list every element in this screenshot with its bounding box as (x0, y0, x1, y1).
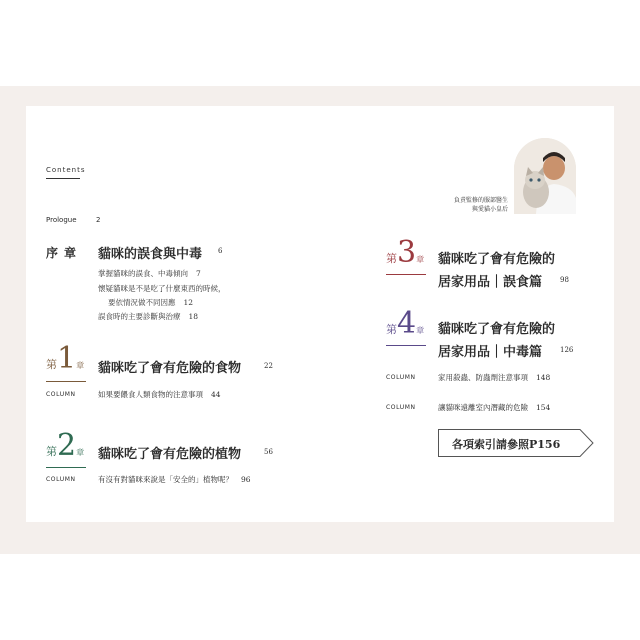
prologue-page: 2 (96, 216, 101, 224)
chapter-prefix: 第 (46, 358, 57, 371)
chapter-3-underline (386, 274, 426, 275)
preface-title: 貓咪的誤食與中毒 (98, 247, 203, 262)
column-label: COLUMN (386, 374, 416, 381)
chapter-1-title: 貓咪吃了會有危險的食物 (98, 361, 242, 376)
column-label: COLUMN (386, 404, 416, 411)
chapter-4-underline (386, 345, 426, 346)
chapter-prefix: 第 (386, 323, 397, 336)
chapter-3-page: 98 (560, 276, 569, 284)
doctor-caption-line: 負責監修的服部醫生 (454, 197, 509, 204)
preface-item (108, 297, 193, 308)
column-page: 44 (211, 390, 221, 399)
column-text: 如果要餵食人類食物的注意事項 (98, 390, 203, 399)
chapter-suffix: 章 (76, 448, 85, 457)
doctor-with-cat-photo (514, 138, 576, 214)
chapter-number: 3 (397, 235, 417, 270)
preface-item-page: 7 (196, 269, 201, 278)
preface-item-page: 18 (188, 312, 199, 321)
chapter-suffix: 章 (416, 326, 425, 335)
chapter-1-underline (46, 381, 86, 382)
preface-item (98, 311, 198, 322)
chapter-1-marker (46, 341, 85, 376)
chapter-1-page: 22 (264, 362, 273, 370)
contents-heading: Contents (46, 166, 86, 174)
column-text: 讓貓咪遠離室內潛藏的危險 (438, 403, 528, 412)
chapter-number: 2 (57, 428, 77, 463)
column-entry (438, 402, 550, 413)
chapter-3-marker (386, 235, 425, 270)
column-label: COLUMN (46, 476, 76, 483)
doctor-caption-line: 與愛貓小皇后 (472, 206, 509, 213)
prologue-label: Prologue (46, 216, 77, 224)
preface-item (98, 283, 226, 294)
chapter-4-page: 126 (560, 346, 574, 354)
contents-underline (46, 178, 80, 179)
preface-item (98, 268, 201, 279)
chapter-4-title-line1: 貓咪吃了會有危險的 (438, 322, 556, 337)
preface-item-text: 懷疑貓咪是不是吃了什麼東西的時候， (98, 284, 226, 293)
column-page: 154 (536, 403, 551, 412)
chapter-3-title-line2: 居家用品｜誤食篇 (438, 275, 543, 290)
chapter-prefix: 第 (46, 445, 57, 458)
chapter-number: 1 (57, 341, 77, 376)
preface-item-page: 12 (183, 298, 194, 307)
column-page: 96 (241, 475, 251, 484)
chapter-2-page: 56 (264, 448, 273, 456)
column-entry (98, 389, 221, 400)
preface-item-text: 要依情況做不同因應 (108, 298, 176, 307)
chapter-4-title-line2: 居家用品｜中毒篇 (438, 345, 543, 360)
column-entry (98, 474, 251, 485)
chapter-3-title-line1: 貓咪吃了會有危險的 (438, 252, 556, 267)
preface-label: 序章 (46, 246, 83, 260)
chapter-2-title: 貓咪吃了會有危險的植物 (98, 447, 242, 462)
preface-item-text: 誤食時的主要診斷與治療 (98, 312, 181, 321)
column-text: 家用殺蟲、防蟲劑注意事項 (438, 373, 528, 382)
chapter-2-marker (46, 428, 85, 463)
preface-page: 6 (218, 247, 223, 255)
table-of-contents-spread (26, 106, 614, 522)
index-reference-text: 各項索引請參照P156 (452, 438, 561, 451)
chapter-suffix: 章 (416, 255, 425, 264)
column-text: 有沒有對貓咪來說是「安全的」植物呢？ (98, 475, 233, 484)
chapter-2-underline (46, 467, 86, 468)
column-page: 148 (536, 373, 551, 382)
chapter-suffix: 章 (76, 361, 85, 370)
chapter-prefix: 第 (386, 252, 397, 265)
column-label: COLUMN (46, 391, 76, 398)
column-entry (438, 372, 550, 383)
preface-item-text: 掌握貓咪的誤食、中毒傾向 (98, 269, 188, 278)
chapter-4-marker (386, 306, 425, 341)
chapter-number: 4 (397, 306, 417, 341)
index-reference-box (438, 429, 594, 457)
doctor-caption (454, 196, 508, 214)
